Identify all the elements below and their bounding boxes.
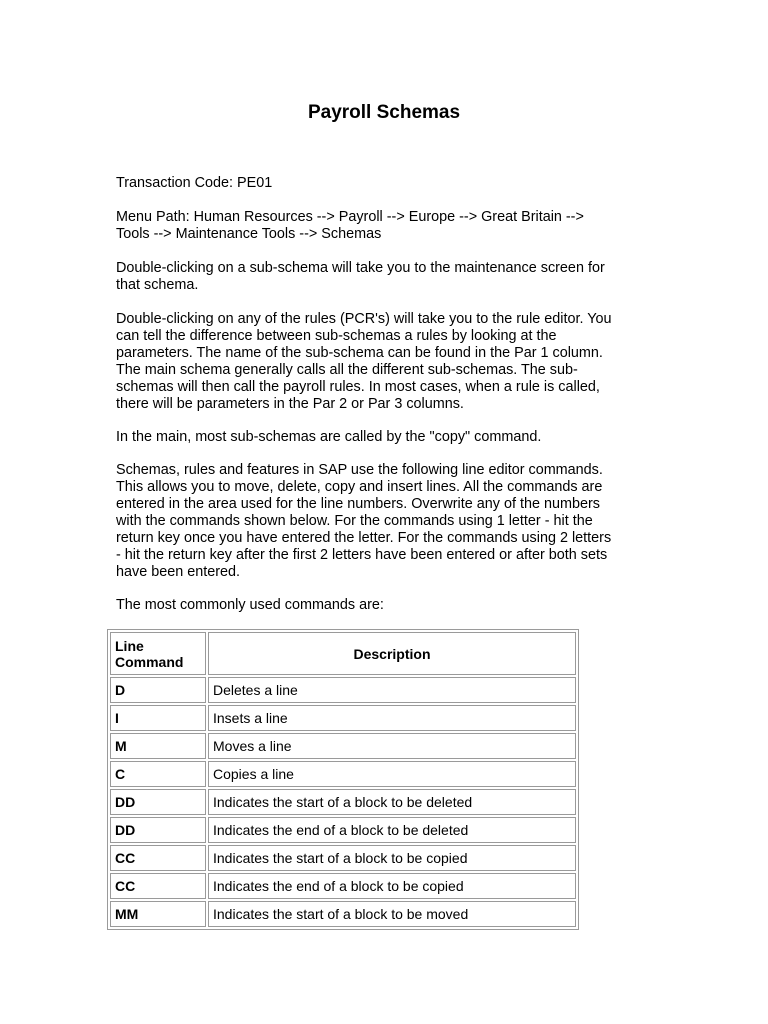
paragraph-line: with the commands shown below. For the commands using 1 letter - hit the bbox=[116, 513, 593, 529]
paragraph-line: there will be parameters in the Par 2 or Par 3 columns. bbox=[116, 396, 464, 412]
paragraph-line: can tell the difference between sub-schemas a rules by looking at the bbox=[116, 328, 557, 344]
table-row bbox=[110, 873, 576, 899]
paragraph-line: The most commonly used commands are: bbox=[116, 597, 384, 613]
paragraph-line: Double-clicking on a sub-schema will take you to the maintenance screen for bbox=[116, 260, 605, 276]
header-description: Description bbox=[208, 632, 576, 675]
table-row bbox=[110, 845, 576, 871]
common-commands-paragraph bbox=[116, 597, 661, 614]
command-description-cell: Insets a line bbox=[208, 705, 576, 731]
command-code-cell: C bbox=[110, 761, 206, 787]
subschema-paragraph bbox=[116, 260, 661, 294]
copy-command-paragraph bbox=[116, 429, 661, 446]
paragraph-line: have been entered. bbox=[116, 564, 241, 580]
paragraph-line: Schemas, rules and features in SAP use the following line editor commands. bbox=[116, 462, 603, 478]
menu-path-paragraph bbox=[116, 209, 661, 243]
table-row bbox=[110, 817, 576, 843]
command-code-cell: DD bbox=[110, 789, 206, 815]
menu-path-line: Menu Path: Human Resources --> Payroll --> Europe --> Great Britain --> bbox=[116, 209, 584, 225]
page-title: Payroll Schemas bbox=[307, 102, 461, 123]
paragraph-line: In the main, most sub-schemas are called by the "copy" command. bbox=[116, 429, 542, 445]
command-description-cell: Indicates the start of a block to be copied bbox=[208, 845, 576, 871]
paragraph-line: entered in the area used for the line numbers. Overwrite any of the numbers bbox=[116, 496, 600, 512]
command-description-cell: Indicates the end of a block to be copied bbox=[208, 873, 576, 899]
table-row bbox=[110, 789, 576, 815]
command-description-cell: Indicates the end of a block to be deleted bbox=[208, 817, 576, 843]
command-code-cell: D bbox=[110, 677, 206, 703]
command-code-cell: M bbox=[110, 733, 206, 759]
line-editor-paragraph bbox=[116, 462, 661, 581]
command-description-cell: Indicates the start of a block to be moved bbox=[208, 901, 576, 927]
table-row bbox=[110, 677, 576, 703]
paragraph-line: This allows you to move, delete, copy and insert lines. All the commands are bbox=[116, 479, 603, 495]
paragraph-line: - hit the return key after the first 2 letters have been entered or after both sets bbox=[116, 547, 608, 563]
transaction-code-paragraph bbox=[116, 175, 661, 192]
command-code-cell: MM bbox=[110, 901, 206, 927]
paragraph-line: parameters. The name of the sub-schema can be found in the Par 1 column. bbox=[116, 345, 603, 361]
command-description-cell: Copies a line bbox=[208, 761, 576, 787]
command-code-cell: CC bbox=[110, 845, 206, 871]
line-commands-table bbox=[107, 629, 579, 930]
command-description-cell: Deletes a line bbox=[208, 677, 576, 703]
header-line-command-line2: Command bbox=[115, 653, 184, 670]
rules-paragraph bbox=[116, 311, 661, 413]
table-row bbox=[110, 761, 576, 787]
command-description-cell: Indicates the start of a block to be deleted bbox=[208, 789, 576, 815]
table-row bbox=[110, 733, 576, 759]
table-row bbox=[110, 705, 576, 731]
command-description-cell: Moves a line bbox=[208, 733, 576, 759]
paragraph-line: The main schema generally calls all the different sub-schemas. The sub- bbox=[116, 362, 578, 378]
command-code-cell: DD bbox=[110, 817, 206, 843]
paragraph-line: that schema. bbox=[116, 277, 199, 293]
command-code-cell: CC bbox=[110, 873, 206, 899]
paragraph-line: Double-clicking on any of the rules (PCR's) will take you to the rule editor. You bbox=[116, 311, 612, 327]
menu-path-line: Tools --> Maintenance Tools --> Schemas bbox=[116, 226, 382, 242]
transaction-code-text: Transaction Code: PE01 bbox=[116, 175, 273, 191]
paragraph-line: return key once you have entered the letter. For the commands using 2 letters bbox=[116, 530, 612, 546]
table-header-row bbox=[110, 632, 576, 675]
table-row bbox=[110, 901, 576, 927]
header-line-command-line1: Line bbox=[115, 637, 144, 654]
paragraph-line: schemas will then call the payroll rules. In most cases, when a rule is called, bbox=[116, 379, 600, 395]
command-code-cell: I bbox=[110, 705, 206, 731]
header-line-command bbox=[110, 632, 206, 675]
